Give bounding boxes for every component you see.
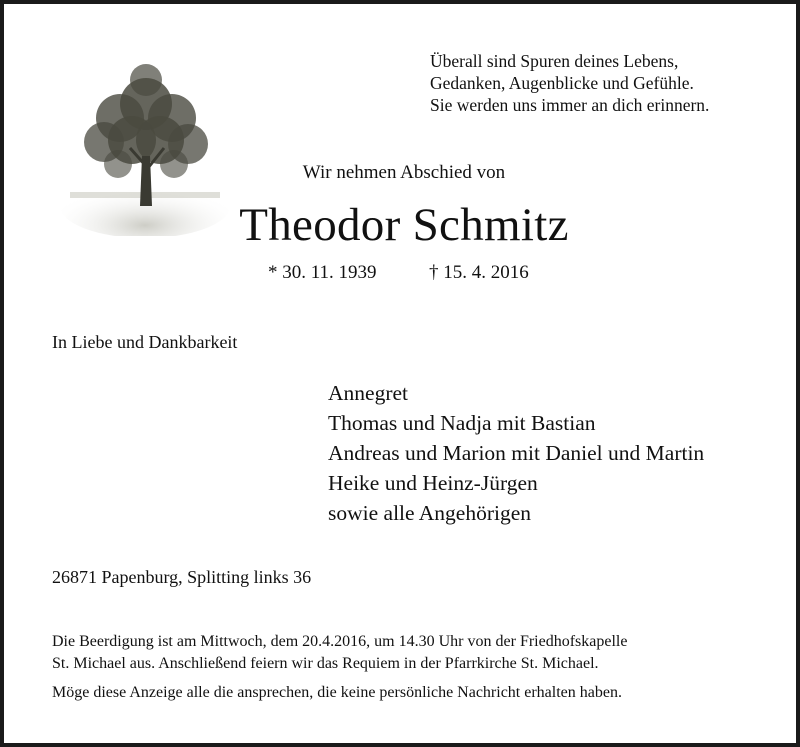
funeral-notice <box>52 631 627 675</box>
funeral-line: Die Beerdigung ist am Mittwoch, dem 20.4.2016, um 14.30 Uhr von der Friedhofskapelle <box>52 633 628 650</box>
intro-text: Wir nehmen Abschied von <box>302 162 506 183</box>
address: 26871 Papenburg, Splitting links 36 <box>52 567 312 587</box>
mourner-name: sowie alle Angehörigen <box>328 501 532 525</box>
love-line: In Liebe und Dankbarkeit <box>52 332 238 352</box>
mourner-name: Heike und Heinz-Jürgen <box>328 471 538 495</box>
death-date: † 15. 4. 2016 <box>429 262 529 283</box>
mourner-name: Andreas und Marion mit Daniel und Martin <box>328 441 705 465</box>
poem-line: Gedanken, Augenblicke und Gefühle. <box>430 73 694 93</box>
mourners-list <box>328 378 704 528</box>
mourner-name: Thomas und Nadja mit Bastian <box>328 411 596 435</box>
funeral-line: St. Michael aus. Anschließend feiern wir das Requiem in der Pfarrkirche St. Michael. <box>52 655 599 672</box>
closing-note: Möge diese Anzeige alle die ansprechen, die keine persönliche Nachricht erhalten haben. <box>52 684 622 701</box>
poem-line: Sie werden uns immer an dich erinnern. <box>430 95 710 115</box>
poem <box>430 50 709 116</box>
mourner-name: Annegret <box>328 381 408 405</box>
poem-line: Überall sind Spuren deines Lebens, <box>430 51 679 71</box>
deceased-name: Theodor Schmitz <box>239 199 569 251</box>
birth-date: * 30. 11. 1939 <box>268 262 377 283</box>
